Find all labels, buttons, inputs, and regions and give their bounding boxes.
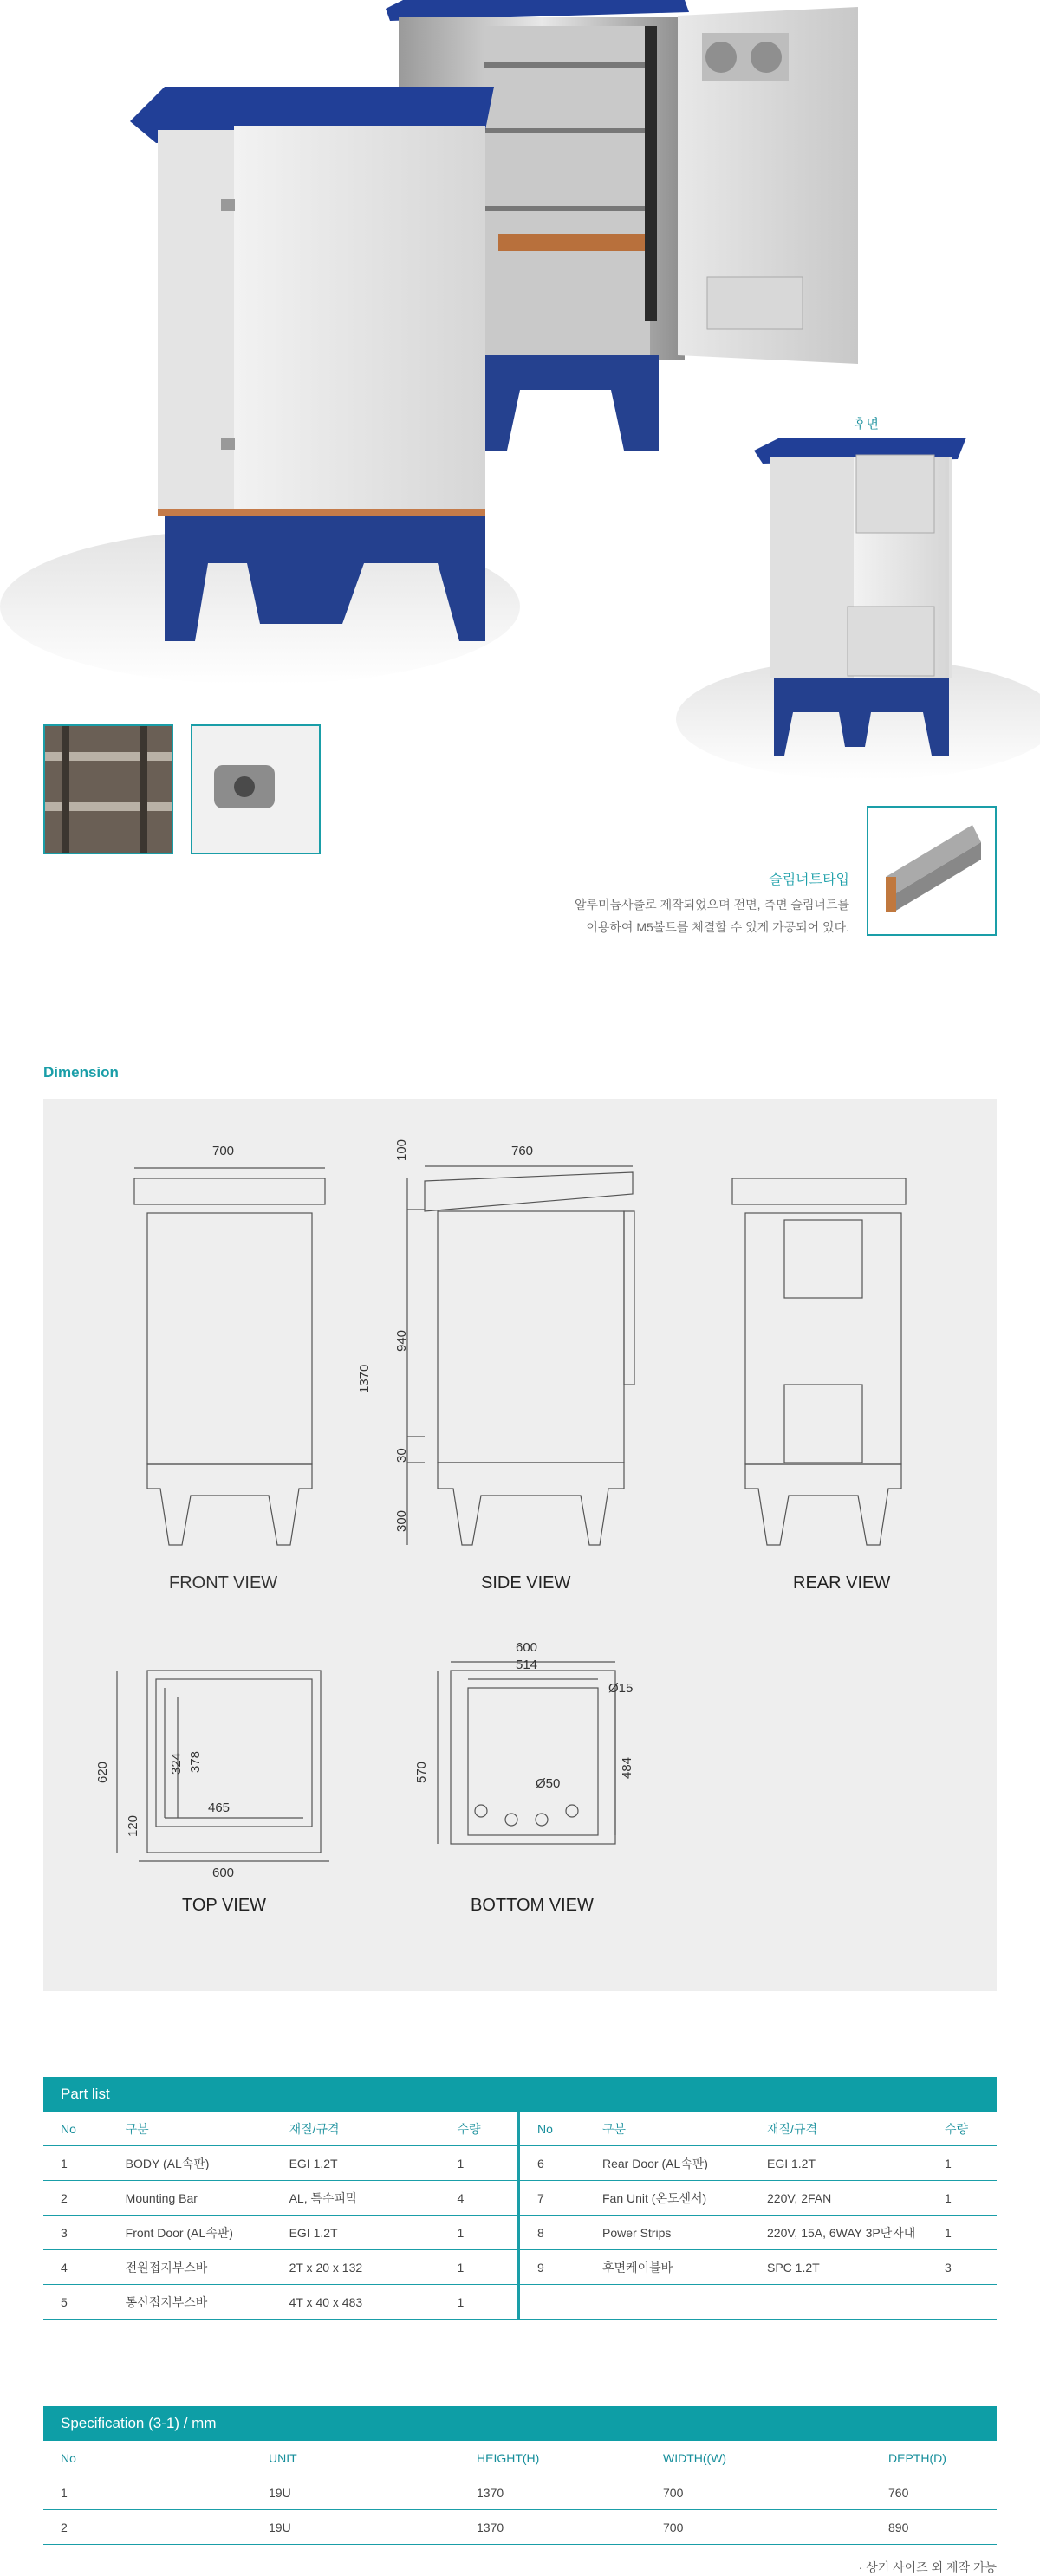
part-category: Mounting Bar	[125, 2190, 198, 2205]
part-no: 2	[61, 2190, 68, 2205]
bottom-outer-width-value: 600	[516, 1640, 538, 1655]
top-view-label: TOP VIEW	[182, 1896, 267, 1915]
rear-view-label: REAR VIEW	[793, 1574, 891, 1593]
side-width-value: 760	[511, 1144, 534, 1158]
dimension-drawings	[43, 1099, 997, 1991]
table-row	[43, 2146, 517, 2181]
top-inner1-value: 324	[169, 1752, 184, 1775]
top-inner-width-value: 465	[208, 1801, 231, 1815]
part-no: 7	[537, 2190, 544, 2205]
part-list-header-row	[43, 2112, 517, 2146]
header-qty: 수량	[945, 2121, 969, 2136]
part-material: EGI 1.2T	[289, 2225, 338, 2240]
table-row	[520, 2250, 997, 2285]
table-row	[43, 2216, 517, 2250]
part-material: 4T x 40 x 483	[289, 2294, 363, 2309]
top-inner2-value: 378	[188, 1750, 203, 1773]
bottom-hole-value: Ø15	[608, 1681, 634, 1696]
part-material: EGI 1.2T	[289, 2156, 338, 2170]
header-no: No	[61, 2121, 76, 2136]
part-category: Front Door (AL속판)	[125, 2225, 233, 2240]
dimension-title: Dimension	[43, 1064, 119, 1080]
spec-height: 1370	[477, 2520, 504, 2534]
part-list-right	[520, 2112, 997, 2320]
part-material: 220V, 2FAN	[767, 2190, 832, 2205]
table-row	[43, 2285, 517, 2320]
part-no: 3	[61, 2225, 68, 2240]
part-qty: 1	[457, 2294, 465, 2309]
spec-unit: 19U	[269, 2485, 291, 2500]
side-height-total: 1370	[357, 1364, 372, 1393]
part-no: 9	[537, 2260, 544, 2274]
spec-table	[43, 2406, 997, 2545]
table-row	[520, 2146, 997, 2181]
front-view-label: FRONT VIEW	[169, 1574, 278, 1593]
spec-width: 700	[663, 2485, 684, 2500]
part-qty: 1	[945, 2190, 952, 2205]
rear-cabinet	[754, 438, 966, 756]
spec-no: 2	[61, 2520, 68, 2534]
product-hero	[0, 0, 1040, 970]
closed-cabinet	[130, 87, 494, 641]
top-offset-value: 120	[126, 1814, 140, 1837]
spec-height: 1370	[477, 2485, 504, 2500]
spec-title: Specification (3-1) / mm	[43, 2406, 997, 2441]
spec-unit: 19U	[269, 2520, 291, 2534]
part-list-title: Part list	[43, 2077, 997, 2112]
table-row	[43, 2250, 517, 2285]
part-list-left	[43, 2112, 520, 2320]
slim-nut-desc-line2: 이용하여 M5볼트를 체결할 수 있게 가공되어 있다.	[586, 920, 849, 934]
part-category: 통신접지부스바	[125, 2294, 208, 2309]
part-category: Fan Unit (온도센서)	[602, 2190, 707, 2205]
table-row	[520, 2216, 997, 2250]
table-row	[43, 2181, 517, 2216]
spec-no: 1	[61, 2485, 68, 2500]
part-qty: 1	[457, 2260, 465, 2274]
part-qty: 1	[457, 2225, 465, 2240]
table-row	[43, 2510, 997, 2545]
spec-header-row	[43, 2441, 997, 2475]
part-category: Power Strips	[602, 2225, 672, 2240]
part-material: SPC 1.2T	[767, 2260, 820, 2274]
part-list-table	[43, 2077, 997, 2320]
header-category: 구분	[125, 2121, 149, 2136]
top-width-value: 600	[212, 1865, 235, 1880]
lock-detail-thumbnail[interactable]	[191, 724, 321, 854]
header-qty: 수량	[457, 2121, 481, 2136]
side-height-base: 300	[394, 1509, 409, 1532]
spec-header-no: No	[61, 2450, 76, 2465]
slim-nut-desc-line1: 알루미늄사출로 제작되었으며 전면, 측면 슬림너트를	[575, 898, 849, 912]
spec-depth: 760	[888, 2485, 909, 2500]
spec-note: · 상기 사이즈 외 제작 가능	[858, 2560, 997, 2574]
table-row	[520, 2181, 997, 2216]
spec-depth: 890	[888, 2520, 909, 2534]
bottom-view-label: BOTTOM VIEW	[471, 1896, 594, 1915]
part-list-header-row	[520, 2112, 997, 2146]
header-material: 재질/규격	[767, 2121, 817, 2136]
part-material: 2T x 20 x 132	[289, 2260, 363, 2274]
dimension-drawing-panel	[43, 1099, 997, 1991]
header-no: No	[537, 2121, 553, 2136]
side-height-gap: 30	[394, 1448, 409, 1463]
part-category: 후면케이블바	[602, 2260, 673, 2274]
part-no: 1	[61, 2156, 68, 2170]
slim-nut-title: 슬림너트타입	[769, 873, 849, 887]
rear-view-caption: 후면	[854, 417, 879, 431]
side-view-label: SIDE VIEW	[481, 1574, 571, 1593]
bottom-depth-value: 570	[414, 1761, 429, 1783]
rail-detail-thumbnail[interactable]	[43, 724, 173, 854]
part-category: 전원접지부스바	[125, 2260, 208, 2274]
table-row	[43, 2475, 997, 2510]
spec-header-width: WIDTH((W)	[663, 2450, 727, 2465]
spec-header-depth: DEPTH(D)	[888, 2450, 946, 2465]
slim-nut-thumbnail[interactable]	[867, 806, 997, 936]
part-qty: 1	[457, 2156, 465, 2170]
part-material: EGI 1.2T	[767, 2156, 816, 2170]
part-category: BODY (AL속판)	[125, 2156, 210, 2170]
spec-header-height: HEIGHT(H)	[477, 2450, 540, 2465]
bottom-cable-hole-value: Ø50	[536, 1776, 561, 1791]
part-no: 8	[537, 2225, 544, 2240]
part-category: Rear Door (AL속판)	[602, 2156, 708, 2170]
spec-width: 700	[663, 2520, 684, 2534]
part-qty: 4	[457, 2190, 465, 2205]
part-qty: 1	[945, 2156, 952, 2170]
side-height-body: 940	[394, 1329, 409, 1352]
header-category: 구분	[602, 2121, 627, 2136]
part-no: 6	[537, 2156, 544, 2170]
spec-header-unit: UNIT	[269, 2450, 297, 2465]
part-no: 5	[61, 2294, 68, 2309]
slim-nut-description	[485, 893, 849, 938]
part-qty: 3	[945, 2260, 952, 2274]
part-material: 220V, 15A, 6WAY 3P단자대	[767, 2225, 916, 2240]
side-height-top: 100	[394, 1139, 409, 1161]
bottom-inner-depth-value: 484	[620, 1756, 634, 1779]
part-qty: 1	[945, 2225, 952, 2240]
bottom-inner-width-value: 514	[516, 1658, 538, 1672]
front-width-value: 700	[212, 1144, 235, 1158]
empty-row	[520, 2285, 997, 2320]
part-material: AL, 특수피막	[289, 2190, 358, 2205]
top-depth-value: 620	[95, 1761, 110, 1783]
part-no: 4	[61, 2260, 68, 2274]
header-material: 재질/규격	[289, 2121, 340, 2136]
